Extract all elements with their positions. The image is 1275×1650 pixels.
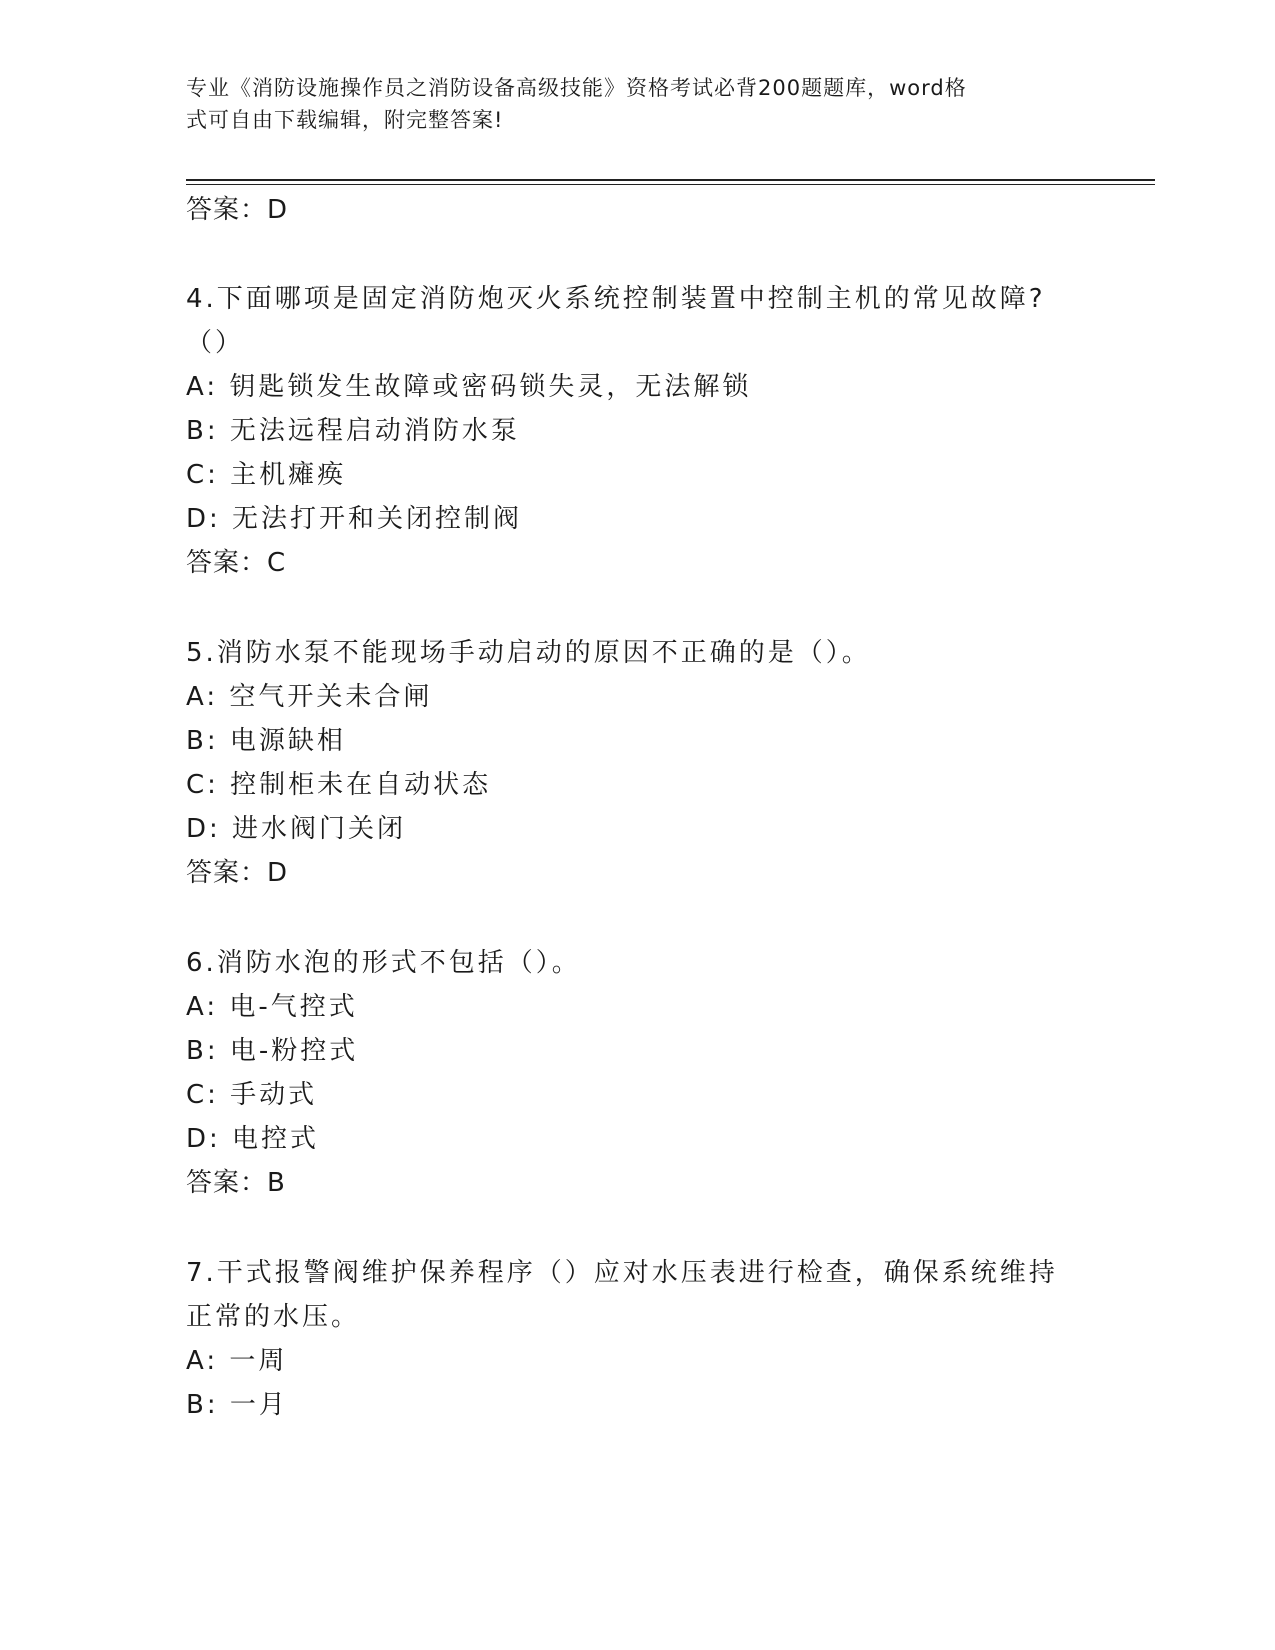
option-a: A: 钥匙锁发生故障或密码锁失灵，无法解锁 — [186, 372, 752, 402]
option-a: A: 一周 — [186, 1346, 288, 1376]
option-d: D: 无法打开和关闭控制阀 — [186, 504, 523, 534]
option-a: A: 电-气控式 — [186, 992, 358, 1022]
question-stem: 4.下面哪项是固定消防炮灭火系统控制装置中控制主机的常见故障? — [186, 284, 1046, 314]
question-stem-continued: 正常的水压。 — [186, 1302, 361, 1332]
question-stem: 6.消防水泡的形式不包括（）。 — [186, 948, 581, 978]
option-c: C: 主机瘫痪 — [186, 460, 347, 490]
header-divider-thick — [186, 179, 1155, 181]
option-d: D: 电控式 — [186, 1124, 320, 1154]
answer-line: 答案：C — [186, 548, 287, 578]
answer-line: 答案：B — [186, 1168, 286, 1198]
answer-line: 答案：D — [186, 195, 289, 225]
answer-line: 答案：D — [186, 858, 289, 888]
question-stem: 5.消防水泵不能现场手动启动的原因不正确的是（）。 — [186, 638, 871, 668]
header-line-1: 专业《消防设施操作员之消防设备高级技能》资格考试必背200题题库，word格 — [186, 76, 967, 100]
option-b: B: 一月 — [186, 1390, 288, 1420]
option-b: B: 电-粉控式 — [186, 1036, 359, 1066]
option-b: B: 无法远程启动消防水泵 — [186, 416, 520, 446]
question-stem-continued: （） — [186, 328, 245, 358]
header-line-2: 式可自由下载编辑，附完整答案! — [186, 108, 504, 132]
option-b: B: 电源缺相 — [186, 726, 346, 756]
option-d: D: 进水阀门关闭 — [186, 814, 407, 844]
option-c: C: 控制柜未在自动状态 — [186, 770, 492, 800]
header-divider-thin — [186, 184, 1155, 185]
question-stem: 7.干式报警阀维护保养程序（）应对水压表进行检查，确保系统维持 — [186, 1258, 1058, 1288]
option-c: C: 手动式 — [186, 1080, 318, 1110]
option-a: A: 空气开关未合闸 — [186, 682, 433, 712]
document-header — [186, 72, 1066, 136]
